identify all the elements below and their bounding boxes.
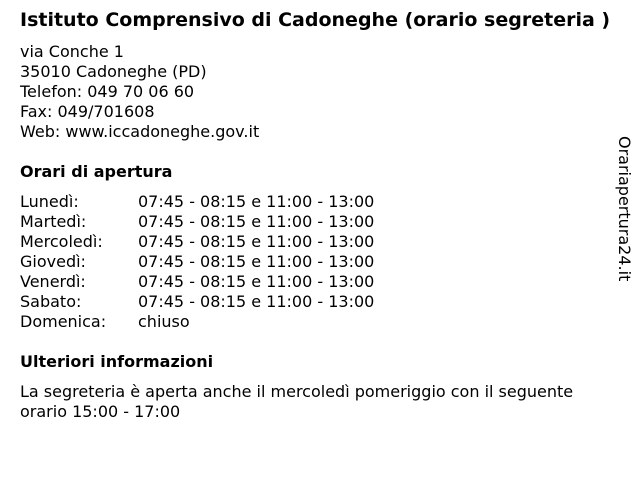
hours-day: Domenica: [20,312,107,331]
hours-day: Giovedì: [20,252,86,271]
address-block [20,42,620,142]
hours-day: Venerdì: [20,272,86,291]
opening-hours-heading: Orari di apertura [20,162,173,181]
hours-time: 07:45 - 08:15 e 11:00 - 13:00 [138,192,375,211]
page-title: Istituto Comprensivo di Cadoneghe (orario segreteria ) [20,9,611,31]
hours-time: 07:45 - 08:15 e 11:00 - 13:00 [138,272,375,291]
brand-watermark [612,136,636,316]
brand-text: Orariapertura24.it [615,136,634,282]
hours-day: Sabato: [20,292,82,311]
more-info-text: La segreteria è aperta anche il mercoledì pomeriggio con il seguente orario 15:00 - 17:00 [20,382,574,421]
hours-day: Lunedì: [20,192,79,211]
hours-time: 07:45 - 08:15 e 11:00 - 13:00 [138,292,375,311]
hours-day: Mercoledì: [20,232,103,251]
hours-row-sunday [20,312,620,332]
hours-row-tuesday [20,212,620,232]
more-info-heading: Ulteriori informazioni [20,352,214,371]
address-city: 35010 Cadoneghe (PD) [20,62,207,81]
address-web: Web: www.iccadoneghe.gov.it [20,122,260,141]
hours-time: 07:45 - 08:15 e 11:00 - 13:00 [138,212,375,231]
hours-day: Martedì: [20,212,87,231]
opening-hours-table [20,192,620,332]
hours-row-friday [20,272,620,292]
hours-row-wednesday [20,232,620,252]
hours-row-monday [20,192,620,212]
address-fax: Fax: 049/701608 [20,102,155,121]
hours-time: chiuso [138,312,190,331]
hours-time: 07:45 - 08:15 e 11:00 - 13:00 [138,232,375,251]
hours-row-thursday [20,252,620,272]
address-street: via Conche 1 [20,42,124,61]
hours-row-saturday [20,292,620,312]
hours-time: 07:45 - 08:15 e 11:00 - 13:00 [138,252,375,271]
opening-hours-page [20,8,620,422]
address-phone: Telefon: 049 70 06 60 [20,82,195,101]
